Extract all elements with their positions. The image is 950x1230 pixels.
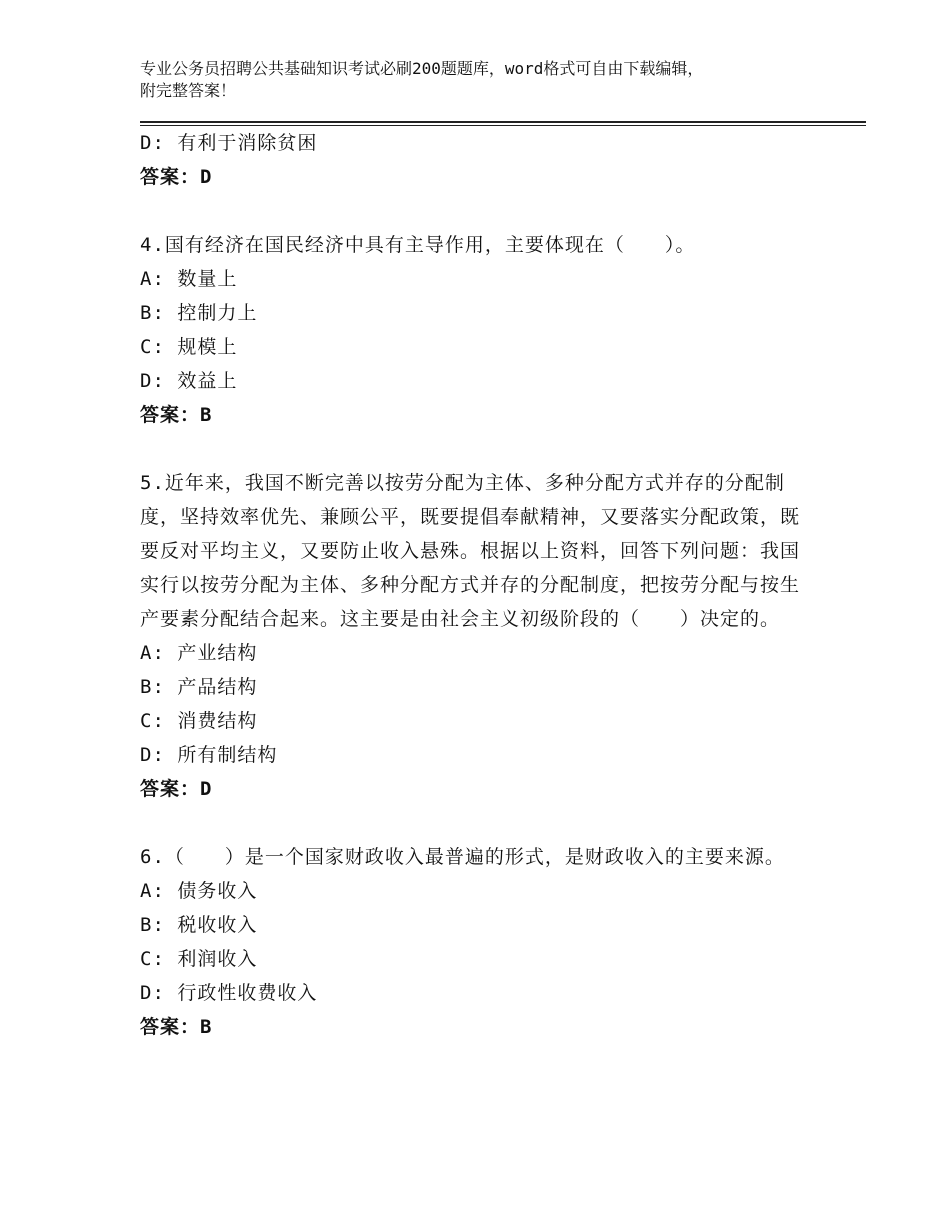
header-divider-thick (140, 121, 866, 123)
option-d: D: 有利于消除贫困 (140, 132, 318, 154)
question-stem: 6.（ ）是一个国家财政收入最普遍的形式，是财政收入的主要来源。 (140, 846, 785, 868)
option-b: B: 产品结构 (140, 676, 258, 698)
question-block-5 (140, 466, 800, 806)
question-stem: 5.近年来，我国不断完善以按劳分配为主体、多种分配方式并存的分配制度，坚持效率优先、兼顾公平，既要提倡奉献精神，又要落实分配政策，既要反对平均主义，又要防止收入悬殊。根据以上资料，回答下列问题：我国实行以按劳分配为主体、多种分配方式并存的分配制度，把按劳分配与按生产要素分配结合起来。这主要是由社会主义初级阶段的（ ）决定的。 (140, 472, 801, 630)
question-stem: 4.国有经济在国民经济中具有主导作用，主要体现在（ ）。 (140, 234, 696, 256)
option-c: C: 利润收入 (140, 948, 258, 970)
answer-label: 答案：B (140, 1016, 213, 1038)
option-a: A: 数量上 (140, 268, 238, 290)
question-block-3 (140, 126, 800, 194)
question-block-6 (140, 840, 800, 1044)
option-d: D: 行政性收费收入 (140, 982, 318, 1004)
document-header: 专业公务员招聘公共基础知识考试必刷200题题库，word格式可自由下载编辑， 附完整答案！ (140, 59, 704, 100)
option-a: A: 债务收入 (140, 880, 258, 902)
option-d: D: 效益上 (140, 370, 238, 392)
option-b: B: 税收收入 (140, 914, 258, 936)
question-block-4 (140, 228, 800, 432)
option-c: C: 消费结构 (140, 710, 258, 732)
option-b: B: 控制力上 (140, 302, 258, 324)
question-list (140, 126, 800, 1044)
option-d: D: 所有制结构 (140, 744, 278, 766)
option-c: C: 规模上 (140, 336, 238, 358)
answer-label: 答案：D (140, 778, 213, 800)
answer-label: 答案：B (140, 404, 213, 426)
answer-label: 答案：D (140, 166, 213, 188)
option-a: A: 产业结构 (140, 642, 258, 664)
